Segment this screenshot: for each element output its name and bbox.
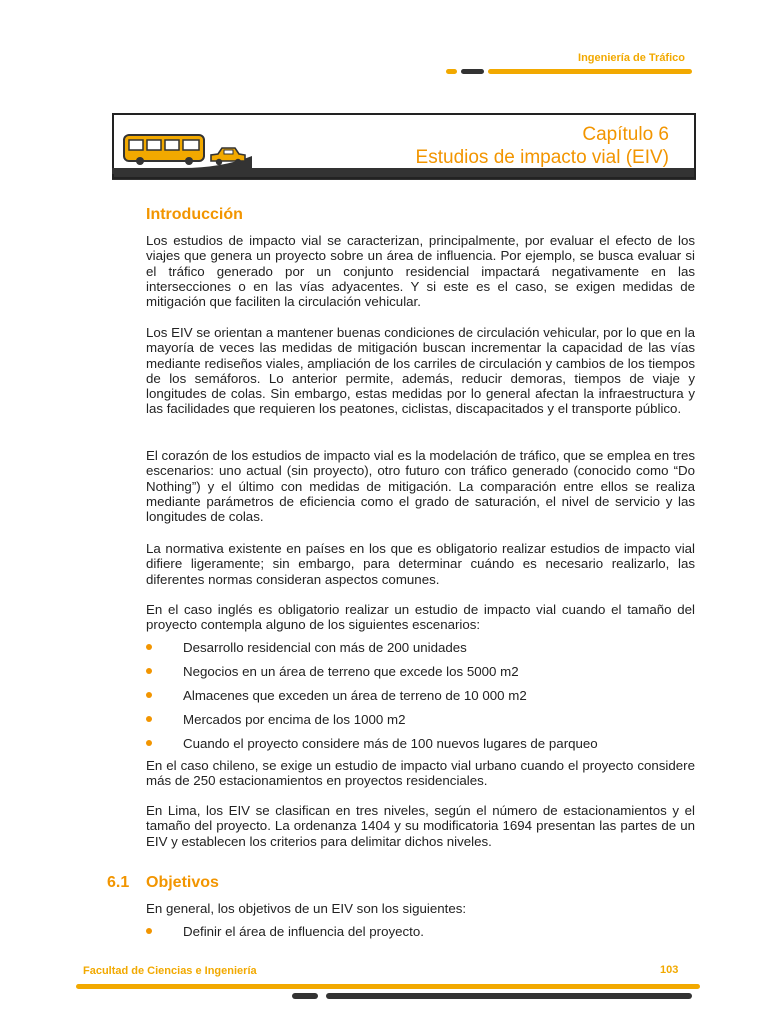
paragraph: El corazón de los estudios de impacto vial es la modelación de tráfico, que se emplea en tres escenarios: uno actual (sin proyecto), otro futuro con tráfico generado (conocido como “Do Nothing”) y el último con medidas de mitigación. La comparación entre ellos se realiza mediante parámetros de eficiencia como el grado de saturación, el nivel de servicio y las longitudes de colas.	[146, 448, 695, 525]
chapter-title: Estudios de impacto vial (EIV)	[415, 147, 669, 168]
footer-faculty: Facultad de Ciencias e Ingeniería	[83, 965, 257, 977]
paragraph: Los EIV se orientan a mantener buenas condiciones de circulación vehicular, por lo que en la mayoría de veces las medidas de mitigación buscan incrementar la capacidad de las vías mediante rediseños viales, ampliación de los carriles de circulación y cambios de los tiempos de los semáforos. Lo anterior permite, además, reducir demoras, tiempos de viaje y longitudes de colas. Sin embargo, estas medidas por lo general afectan la infraestructura y las facilidades que requieren los peatones, ciclistas, discapacitados y el transporte público.	[146, 325, 695, 417]
bullet-icon	[146, 668, 152, 674]
section-heading-objectives: Objetivos	[146, 874, 219, 891]
bullet-icon	[146, 716, 152, 722]
bullet-icon	[146, 928, 152, 934]
paragraph: En el caso inglés es obligatorio realizar un estudio de impacto vial cuando el tamaño del proyecto contempla alguno de los siguientes escenarios:	[146, 602, 695, 633]
section-number: 6.1	[107, 874, 130, 891]
paragraph: La normativa existente en países en los que es obligatorio realizar estudios de impacto vial difiere ligeramente; sin embargo, para determinar cuándo es necesario realizarlo, las diferentes normas consideran aspectos comunes.	[146, 541, 695, 587]
paragraph: En el caso chileno, se exige un estudio de impacto vial urbano cuando el proyecto considere más de 250 estacionamientos en proyectos residenciales.	[146, 758, 695, 789]
paragraph: Los estudios de impacto vial se caracterizan, principalmente, por evaluar el efecto de los viajes que genera un proyecto sobre un área de influencia. Por ejemplo, se busca evaluar si el tráfico generado por un conjunto residencial impactará negativamente en las intersecciones o en las vías adyacentes. Y si este es el caso, se exigen medidas de mitigación que faciliten la circulación vehicular.	[146, 233, 695, 310]
paragraph: En Lima, los EIV se clasifican en tres niveles, según el número de estacionamientos y el tamaño del proyecto. La ordenanza 1404 y su modificatoria 1694 presentan las partes de un EIV y establecen los criterios para delimitar dichos niveles.	[146, 803, 695, 849]
bullet-icon	[146, 740, 152, 746]
chapter-number: Capítulo 6	[582, 124, 669, 145]
section-heading-intro: Introducción	[146, 206, 243, 223]
running-header-title: Ingeniería de Tráfico	[578, 52, 685, 64]
bullet-icon	[146, 644, 152, 650]
page-number: 103	[660, 964, 679, 976]
bullet-icon	[146, 692, 152, 698]
car-icon	[209, 145, 247, 167]
bus-icon	[123, 134, 205, 166]
paragraph: En general, los objetivos de un EIV son los siguientes:	[146, 901, 467, 916]
